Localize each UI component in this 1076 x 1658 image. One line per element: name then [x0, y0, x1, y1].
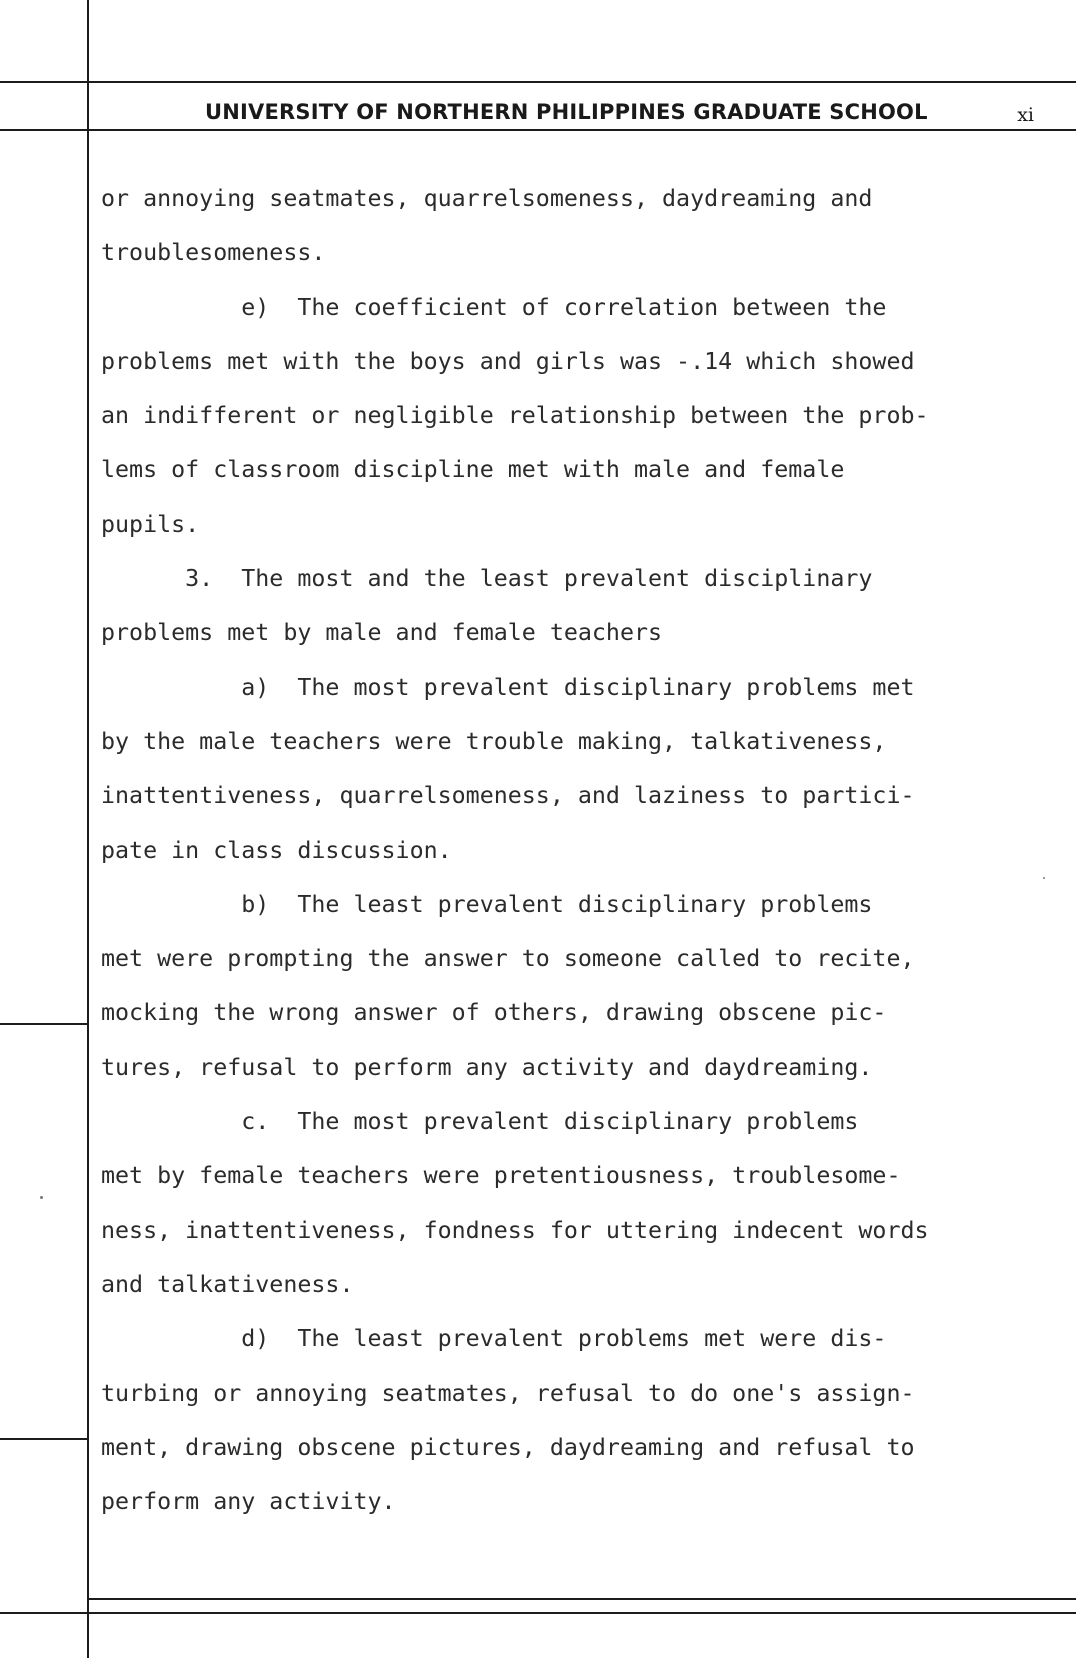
margin-tick-2	[0, 1438, 88, 1440]
text-line: pate in class discussion.	[101, 836, 452, 864]
text-line: inattentiveness, quarrelsomeness, and laziness to partici-	[101, 782, 915, 810]
document-body	[101, 172, 1066, 1529]
text-line: ness, inattentiveness, fondness for uttering indecent words	[101, 1216, 929, 1244]
text-line: troublesomeness.	[101, 239, 326, 267]
left-margin-rule	[87, 0, 89, 1658]
text-line: c. The most prevalent disciplinary problems	[101, 1108, 859, 1136]
text-line: e) The coefficient of correlation between the	[101, 293, 887, 321]
text-line: an indifferent or negligible relationship between the prob-	[101, 402, 929, 430]
text-line: tures, refusal to perform any activity and daydreaming.	[101, 1053, 873, 1081]
text-line: perform any activity.	[101, 1488, 396, 1516]
text-line: a) The most prevalent disciplinary problems met	[101, 673, 915, 701]
page-number: xi	[1017, 104, 1034, 126]
text-line: problems met with the boys and girls was -.14 which showed	[101, 347, 915, 375]
text-line: d) The least prevalent problems met were dis-	[101, 1325, 887, 1353]
footer-top-rule	[88, 1598, 1076, 1600]
text-line: or annoying seatmates, quarrelsomeness, daydreaming and	[101, 185, 873, 212]
text-line: turbing or annoying seatmates, refusal to do one's assign-	[101, 1379, 915, 1407]
text-line: pupils.	[101, 510, 200, 538]
text-line: met by female teachers were pretentiousness, troublesome-	[101, 1162, 901, 1190]
text-line: met were prompting the answer to someone called to recite,	[101, 945, 915, 973]
footer-bottom-rule	[0, 1612, 1076, 1614]
text-line: ment, drawing obscene pictures, daydreaming and refusal to	[101, 1433, 915, 1461]
text-line: lems of classroom discipline met with male and female	[101, 456, 845, 484]
scan-speck	[40, 1196, 43, 1199]
page-header	[100, 100, 1056, 132]
text-line: 3. The most and the least prevalent disciplinary	[101, 565, 873, 593]
text-line: b) The least prevalent disciplinary problems	[101, 890, 873, 918]
text-line: and talkativeness.	[101, 1270, 354, 1298]
text-line: by the male teachers were trouble making, talkativeness,	[101, 727, 887, 755]
margin-tick-1	[0, 1023, 88, 1025]
text-line: problems met by male and female teachers	[101, 619, 663, 647]
header-top-rule	[0, 81, 1076, 83]
institution-title: UNIVERSITY OF NORTHERN PHILIPPINES GRADUATE SCHOOL	[205, 100, 928, 124]
text-line: mocking the wrong answer of others, drawing obscene pic-	[101, 999, 887, 1027]
